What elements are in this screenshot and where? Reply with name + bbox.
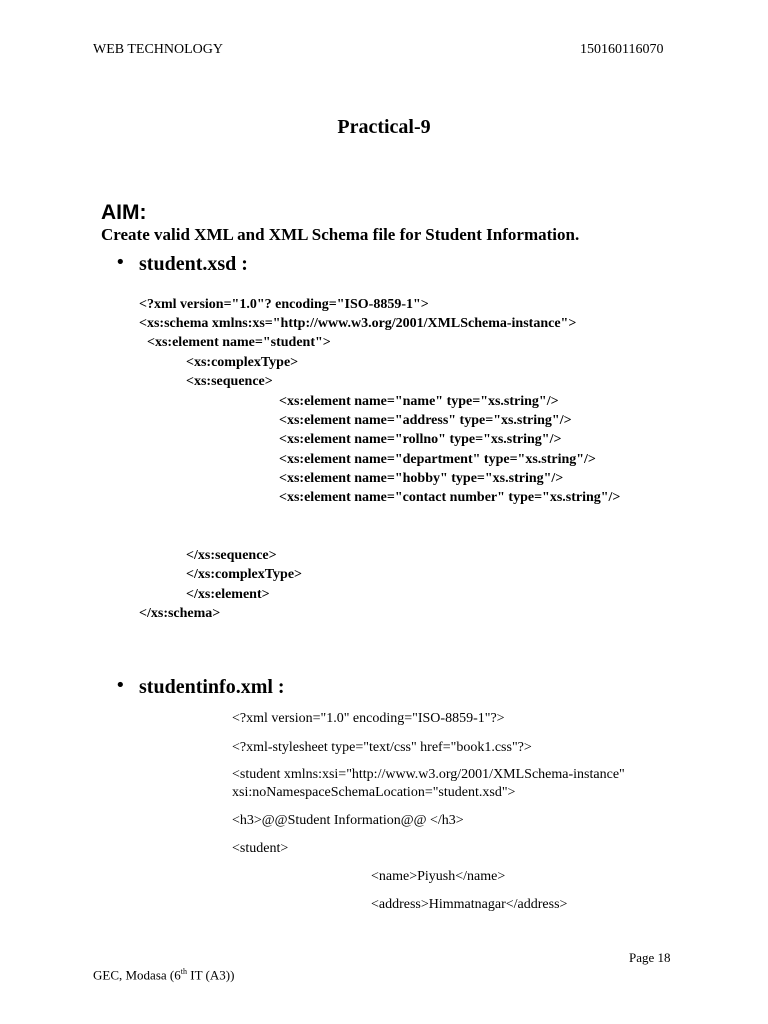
code-line: <xs:sequence> [186,374,273,389]
code-line: <?xml-stylesheet type="text/css" href="book1.css"?> [232,740,532,755]
code-line: <xs:element name="student"> [147,335,331,350]
code-line: </xs:element> [186,587,270,602]
aim-label: AIM: [101,201,147,224]
code-line: <xs:element name="name" type="xs.string"/> [279,394,559,409]
code-line: <xs:element name="department" type="xs.string"/> [279,452,596,467]
section-heading-xml: studentinfo.xml : [139,676,285,698]
footer-college: GEC, Modasa (6th IT (A3)) [93,967,235,983]
code-line: <?xml version="1.0"? encoding="ISO-8859-1"> [139,297,429,312]
page-title: Practical-9 [337,116,431,138]
code-line: <student xmlns:xsi="http://www.w3.org/2001/XMLSchema-instance" [232,767,625,782]
bullet-icon: • [115,252,126,273]
code-line: </xs:complexType> [186,567,303,582]
header-enrollment-number: 150160116070 [580,42,664,57]
code-line: <address>Himmatnagar</address> [371,897,568,912]
code-line: <xs:complexType> [186,355,299,370]
section-heading-xsd: student.xsd : [139,253,248,275]
aim-row [93,183,579,245]
bullet-icon: • [115,675,126,696]
code-line: <xs:element name="address" type="xs.string"/> [279,413,572,428]
code-line: xsi:noNamespaceSchemaLocation="student.xsd"> [232,785,516,800]
code-line: <xs:element name="contact number" type="xs.string"/> [279,490,621,505]
code-line: <student> [232,841,289,856]
code-line: </xs:schema> [139,606,221,621]
code-line: <xs:schema xmlns:xs="http://www.w3.org/2001/XMLSchema-instance"> [139,316,577,331]
page-number: Page 18 [629,950,671,965]
code-line: <xs:element name="rollno" type="xs.string"/> [279,432,562,447]
code-line: <h3>@@Student Information@@ </h3> [232,813,464,828]
code-line: <?xml version="1.0" encoding="ISO-8859-1"?> [232,711,505,726]
code-line: <name>Piyush</name> [371,869,506,884]
code-line: <xs:element name="hobby" type="xs.string"/> [279,471,564,486]
code-line: </xs:sequence> [186,548,277,563]
aim-text: Create valid XML and XML Schema file for Student Information. [101,225,580,244]
header-course-title: WEB TECHNOLOGY [93,42,224,57]
